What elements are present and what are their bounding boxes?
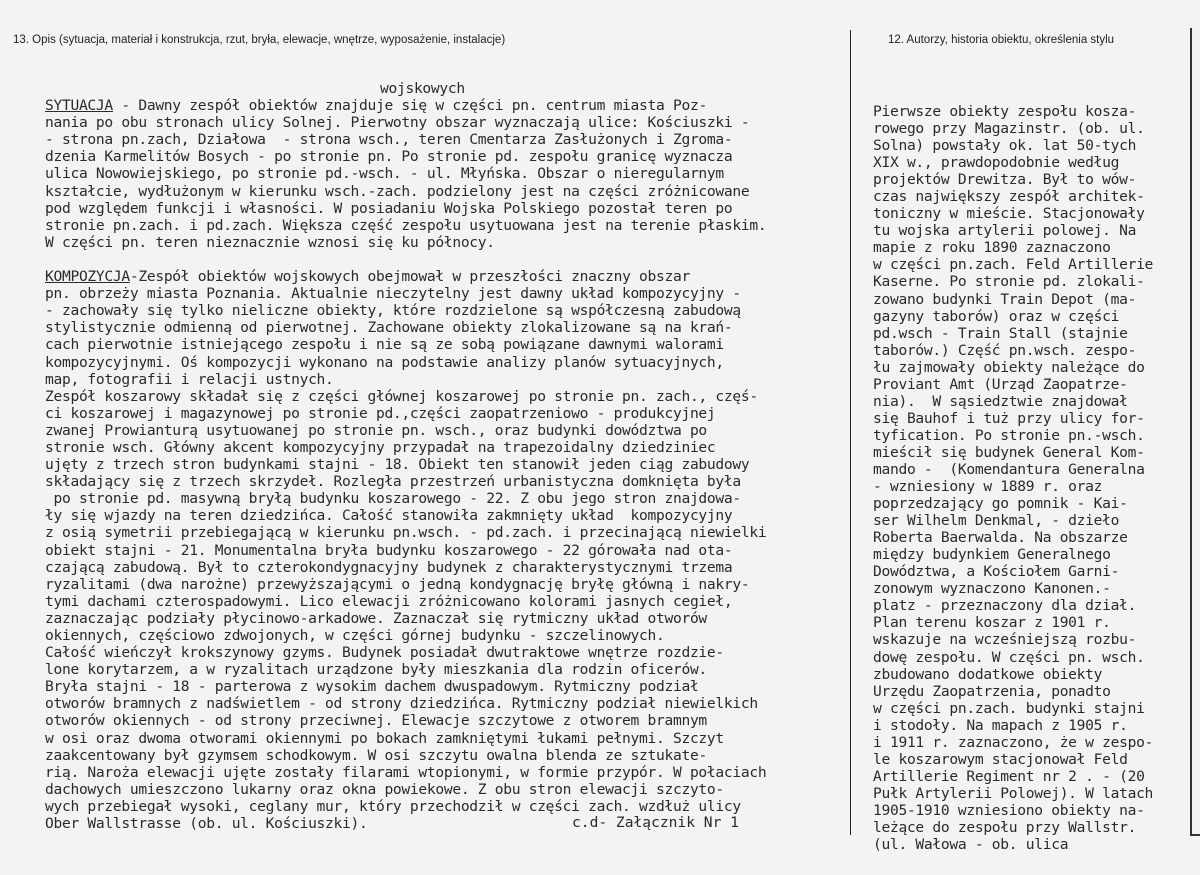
history-line-39: Artillerie Regiment nr 2 . - (20 [873, 767, 1145, 785]
sytuacja-line-0 [45, 97, 845, 114]
kompozycja-line-2: - zachowały się tylko nieliczne obiekty, które rozdzielone są współczesną zabudową [45, 302, 741, 320]
kompozycja-paragraph [45, 285, 845, 832]
history-line-20: mieścił się budynek General Kom- [873, 443, 1145, 461]
kompozycja-line-3: stylistycznie odmienną od pierwotnej. Zachowane obiekty zlokalizowane są na krań- [45, 319, 733, 337]
inserted-word: wojskowych [380, 80, 465, 97]
column-divider [850, 30, 851, 835]
history-line-0: Pierwsze obiekty zespołu kosza- [873, 103, 1137, 120]
kompozycja-line-13: po stronie pd. masywną bryłą budynku koszarowego - 22. Z obu jego stron znajdowa- [45, 490, 741, 508]
kompozycja-line-32: Ober Wallstrasse (ob. ul. Kościuszki). [45, 815, 368, 833]
history-line-30: Plan terenu koszar z 1901 r. [873, 614, 1111, 632]
description-column [45, 80, 845, 832]
history-line-8: mapie z roku 1890 zaznaczono [873, 239, 1111, 257]
history-line-18: się Bauhof i tuż przy ulicy for- [873, 409, 1145, 427]
sytuacja-line-3: dzenia Karmelitów Bosych - po stronie pn. Po stronie pd. zespołu granicę wyznacza [45, 148, 733, 166]
history-line-21: mando - (Komendantura Generalna [873, 460, 1145, 478]
history-line-33: zbudowano dodatkowe obiekty [873, 665, 1103, 683]
kompozycja-line-24: Bryła stajni - 18 - parterowa z wysokim dachem dwuspadowym. Rytmiczny podział [45, 678, 699, 696]
sytuacja-line-7: stronie pn.zach. i pd.zach. Większa część zespołu usytuowana jest na terenie płaskim. [45, 216, 767, 234]
kompozycja-line-23: lone korytarzem, a w ryzalitach urządzone były mieszkania dla rodzin oficerów. [45, 661, 707, 679]
history-line-29: platz - przeznaczony dla dział. [873, 597, 1137, 615]
sytuacja-line-5: kształcie, wydłużonym w kierunku wsch.-zach. podzielony jest na części zróżnicowane [45, 182, 750, 200]
history-line-25: Roberta Baerwalda. Na obszarze [873, 529, 1128, 547]
sytuacja-line-8: W części pn. teren nieznacznie wznosi się ku północy. [45, 233, 495, 251]
kompozycja-line-12: składający się z trzech skrzydeł. Rozległa przestrzeń urbanistyczna domknięta była [45, 473, 741, 491]
attachment-note: c.d- Załącznik Nr 1 [572, 814, 739, 831]
history-line-6: toniczny w mieście. Stacjonowały [873, 205, 1145, 223]
kompozycja-line-25: otworów bramnych z nadświetlem - od strony dziedzińca. Rytmiczny podział niewielkich [45, 695, 758, 713]
kompozycja-line-10: stronie wsch. Główny akcent kompozycyjny przypadał na trapezoidalny dziedziniec [45, 438, 716, 456]
kompozycja-line-8: ci koszarowej i magazynowej po stronie pd.,części zaopatrzeniowo - produkcyjnej [45, 404, 716, 422]
kompozycja-line-15: z osią symetrii przebiegającą w kierunku pn.wsch. - pd.zach. i przecinającą niewielki [45, 524, 767, 542]
history-line-23: poprzedzający go pomnik - Kai- [873, 495, 1128, 513]
kompozycja-line-14: ły się wjazdy na teren dziedzińca. Całość stanowiła zakmnięty układ kompozycyjny [45, 507, 733, 525]
kompozycja-line-18: ryzalitami (dwa narożne) przewyższającymi o jedną kondygnację bryłę główną i nakry- [45, 575, 750, 593]
kompozycja-line-21: okiennych, częściowo zdwojonych, w części górnej budynku - szczelinowych. [45, 627, 665, 644]
kompozycja-line-16: obiekt stajni - 21. Monumentalna bryła budynku koszarowego - 22 górowała nad ota- [45, 541, 733, 559]
kompozycja-line-22: Całość wieńczył krokszynowy gzyms. Budynek posiadał dwutraktowe wnętrze rozdzie- [45, 644, 724, 662]
sytuacja-line-1: nania po obu stronach ulicy Solnej. Pierwotny obszar wyznaczają ulice: Kościuszki - [45, 114, 750, 132]
kompozycja-line-17: czającą zabudową. Był to czterokondygnacyjny budynek z charakterystycznymi trzema [45, 558, 733, 576]
history-line-37: i 1911 r. zaznaczono, że w zespo- [873, 733, 1154, 751]
kompozycja-line-20: zaznaczając podziały płycinowo-arkadowe. Zaznaczał się rytmiczny układ otworów [45, 609, 707, 627]
history-line-41: 1905-1910 wzniesiono obiekty na- [873, 801, 1145, 819]
history-line-14: taborów.) Część pn.wsch. zespo- [873, 341, 1137, 359]
history-line-10: Kaserne. Po stronie pd. zlokali- [873, 273, 1145, 291]
kompozycja-line-7: Zespół koszarowy składał się z części głównej koszarowej po stronie pn. zach., częś- [45, 387, 758, 405]
sytuacja-heading: SYTUACJA [45, 97, 113, 115]
kompozycja-line-26: otworów okiennych - od strony przeciwnej. Elewacje szczytowe z otworem bramnym [45, 712, 707, 730]
history-line-24: ser Wilhelm Denkmal, - dzieło [873, 512, 1120, 530]
sytuacja-line-6: pod względem funkcji i własności. W posiadaniu Wojska Polskiego pozostał teren po [45, 199, 733, 217]
kompozycja-line-28: zaakcentowany był gzymsem schodkowym. W osi szczytu owalna blenda ze sztukate- [45, 746, 707, 764]
history-line-34: Urzędu Zaopatrzenia, ponadto [873, 682, 1111, 700]
kompozycja-line-1: pn. obrzeży miasta Poznania. Aktualnie nieczytelny jest dawny układ kompozycyjny - [45, 285, 741, 303]
history-line-36: i stodoły. Na mapach z 1905 r. [873, 716, 1128, 734]
history-line-11: zowano budynki Train Depot (ma- [873, 290, 1137, 308]
history-line-27: Dowództwa, a Kościołem Garni- [873, 563, 1120, 581]
kompozycja-heading: KOMPOZYCJA [45, 268, 130, 286]
kompozycja-line-27: w osi oraz dwoma otworami okiennymi po bokach zamkniętymi łukami pełnymi. Szczyt [45, 729, 724, 747]
history-line-32: dowę zespołu. W części pn. wsch. [873, 648, 1145, 666]
history-line-5: czas największy zespół architek- [873, 188, 1145, 206]
section-13-header: 13. Opis (sytuacja, materiał i konstrukcja, rzut, bryła, elewacje, wnętrze, wyposażenie, instalacje) [13, 34, 506, 46]
history-line-40: Pułk Artylerii Polowej). W latach [873, 784, 1154, 802]
history-column [873, 103, 1193, 853]
paragraph-gap [45, 251, 845, 268]
kompozycja-text: -Zespół obiektów wojskowych obejmował w przeszłości znaczny obszar [129, 268, 690, 286]
section-12-header: 12. Autorzy, historia obiektu, określenia stylu [888, 34, 1115, 46]
sytuacja-paragraph [45, 114, 845, 251]
history-line-22: - wzniesiony w 1889 r. oraz [873, 478, 1103, 496]
kompozycja-line-4: cach pierwotnie istniejącego zespołu i nie są ze sobą powiązane dawnymi walorami [45, 336, 724, 354]
sytuacja-text: - Dawny zespół obiektów znajduje się w części pn. centrum miasta Poz- [112, 97, 707, 115]
kompozycja-line-5: kompozycyjnymi. Oś kompozycji wykonano na podstawie analizy planów sytuacyjnych, [45, 353, 724, 371]
kompozycja-line-19: tymi dachami czterospadowymi. Lico elewacji zróżnicowano kolorami jasnych cegieł, [45, 592, 733, 610]
kompozycja-line-31: wych przebiegał wysoki, ceglany mur, który przechodził w części zach. wzdłuż ulicy [45, 797, 741, 815]
kompozycja-line-6: map, fotografii i relacji ustnych. [45, 370, 334, 388]
history-line-15: łu zajmowały obiekty należące do [873, 358, 1145, 376]
history-line-42: leżące do zespołu przy Wallstr. [873, 818, 1137, 836]
kompozycja-line-0 [45, 268, 845, 285]
history-line-19: tyfication. Po stronie pn.-wsch. [873, 426, 1145, 444]
history-line-3: XIX w., prawdopodobnie według [873, 154, 1120, 172]
kompozycja-line-9: zwanej Prowianturą usytuowanej po stronie pn. wsch., oraz budynki dowództwa po [45, 421, 707, 439]
sytuacja-line-2: - strona pn.zach, Działowa - strona wsch., teren Cmentarza Zasłużonych i Zgroma- [45, 131, 733, 149]
history-line-9: w części pn.zach. Feld Artillerie [873, 256, 1154, 274]
history-line-12: gazyny taborów) oraz w części [873, 307, 1120, 325]
history-line-13: pd.wsch - Train Stall (stajnie [873, 324, 1128, 342]
history-line-28: zonowym wyznaczono Kanonen.- [873, 580, 1111, 598]
history-line-16: Proviant Amt (Urząd Zaopatrze- [873, 375, 1128, 393]
kompozycja-line-29: rią. Naroża elewacji ujęte zostały filarami wtopionymi, w formie przypór. W połaciach [45, 763, 767, 781]
history-line-4: projektów Drewitza. Był to wów- [873, 171, 1137, 189]
sytuacja-line-4: ulica Nowowiejskiego, po stronie pd.-wsch. - ul. Młyńska. Obszar o nieregularnym [45, 165, 724, 183]
history-line-2: Solna) powstały ok. lat 50-tych [873, 137, 1137, 155]
history-line-7: tu wojska artylerii polowej. Na [873, 222, 1137, 240]
history-line-38: le koszarowym stacjonował Feld [873, 750, 1128, 768]
kompozycja-line-30: dachowych umieszczono lukarny oraz okna powiekowe. Z obu stron elewacji szczyto- [45, 780, 724, 798]
history-line-1: rowego przy Magazinstr. (ob. ul. [873, 120, 1145, 138]
history-line-31: wskazuje na wcześniejszą rozbu- [873, 631, 1137, 649]
history-line-35: w części pn.zach. budynki stajni [873, 699, 1145, 717]
history-line-26: między budynkiem Generalnego [873, 546, 1111, 564]
history-line-43: (ul. Wałowa - ob. ulica [873, 836, 1069, 854]
kompozycja-line-11: ujęty z trzech stron budynkami stajni - 18. Obiekt ten stanowił jeden ciąg zabudowy [45, 456, 750, 474]
history-line-17: nia). W sąsiedztwie znajdował [873, 392, 1128, 410]
